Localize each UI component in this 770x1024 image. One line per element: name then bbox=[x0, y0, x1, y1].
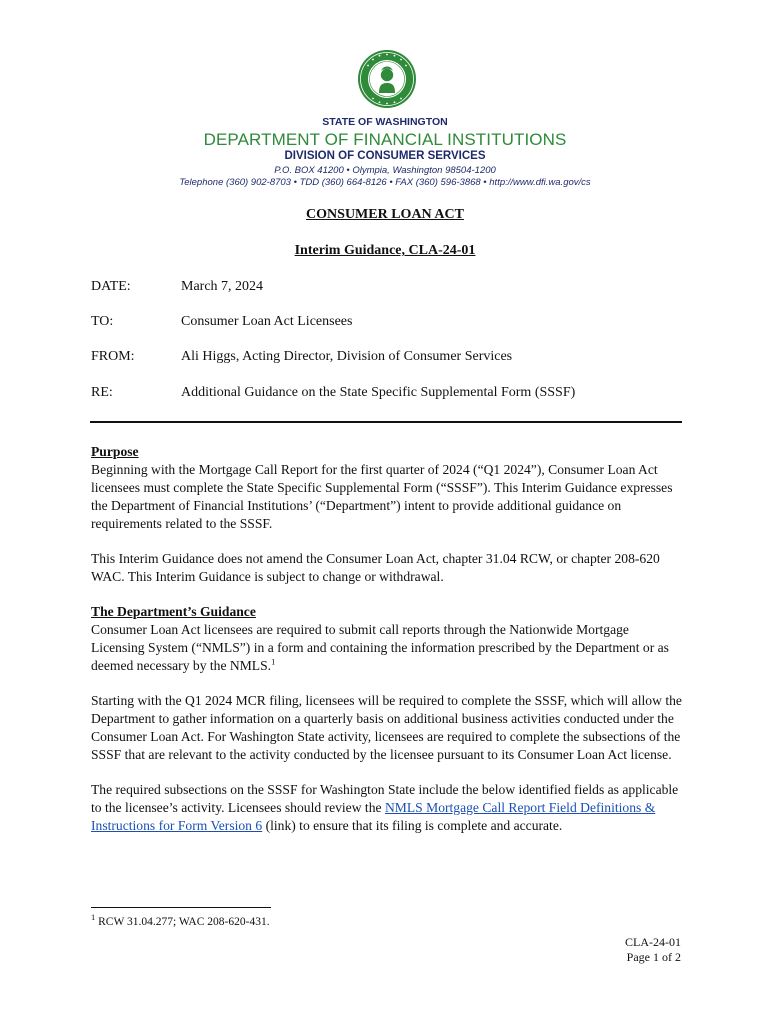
guidance-paragraph-3-tail: (link) to ensure that its filing is complete and accurate. bbox=[262, 818, 563, 833]
to-value: Consumer Loan Act Licensees bbox=[181, 314, 353, 329]
footnote-divider bbox=[91, 907, 271, 908]
date-value: March 7, 2024 bbox=[181, 279, 264, 294]
footnote-number: 1 bbox=[91, 912, 96, 923]
division-name: DIVISION OF CONSUMER SERVICES bbox=[284, 150, 486, 162]
guidance-heading: The Department’s Guidance bbox=[91, 604, 256, 619]
guidance-paragraph-3 bbox=[91, 781, 683, 835]
purpose-section bbox=[91, 443, 683, 586]
nmls-field-definitions-link[interactable]: NMLS Mortgage Call Report Field Definitions & Instructions for Form Version 6 bbox=[91, 800, 656, 833]
washington-state-seal-icon bbox=[357, 49, 417, 109]
from-label: FROM: bbox=[91, 349, 135, 364]
purpose-paragraph-1: Beginning with the Mortgage Call Report for the first quarter of 2024 (“Q1 2024”), Consumer Loan Act licensees must complete the State Specific Supplemental Form (“SSSF”). This Interim Guidance expresses the Department of Financial Institutions’ (“Department”) intent to provide additional guidance on requirements related to the SSSF. bbox=[91, 462, 673, 531]
mailing-address: P.O. BOX 41200 • Olympia, Washington 98504-1200 bbox=[274, 165, 496, 176]
guidance-paragraph-1 bbox=[91, 621, 683, 675]
guidance-paragraph-2: Starting with the Q1 2024 MCR filing, licensees will be required to complete the SSSF, which will allow the Department to gather information on a quarterly basis on additional business activities conducted under the Consumer Loan Act. For Washington State activity, licensees are required to complete the subsections of the SSSF that are relevant to the activity conducted by the licensee pursuant to its Consumer Loan Act license. bbox=[91, 693, 682, 762]
state-name: STATE OF WASHINGTON bbox=[322, 116, 448, 128]
date-label: DATE: bbox=[91, 279, 131, 294]
department-name: DEPARTMENT OF FINANCIAL INSTITUTIONS bbox=[203, 130, 567, 149]
memo-divider bbox=[90, 421, 682, 423]
footnote-reference[interactable]: 1 bbox=[271, 656, 276, 667]
footnote-text: RCW 31.04.277; WAC 208-620-431. bbox=[95, 916, 270, 928]
document-title: CONSUMER LOAN ACT bbox=[306, 207, 464, 222]
footnote bbox=[91, 912, 270, 928]
footer-document-id: CLA-24-01 bbox=[625, 935, 681, 949]
footer-page-number: Page 1 of 2 bbox=[626, 950, 681, 964]
from-value: Ali Higgs, Acting Director, Division of Consumer Services bbox=[181, 349, 513, 364]
purpose-heading: Purpose bbox=[91, 444, 139, 459]
guidance-paragraph-3-lead: The required subsections on the SSSF for Washington State include the below identified fields as applicable to the licensee’s activity. Licensees should review the bbox=[91, 782, 679, 815]
guidance-section bbox=[91, 603, 683, 835]
contact-line: Telephone (360) 902-8703 • TDD (360) 664-8126 • FAX (360) 596-3868 • http://www.dfi.wa.gov/cs bbox=[179, 177, 591, 188]
to-label: TO: bbox=[91, 314, 114, 329]
guidance-paragraph-1-text: Consumer Loan Act licensees are required to submit call reports through the Nationwide Mortgage Licensing System (“NMLS”) in a form and containing the information prescribed by the Department or as deemed necessary by the NMLS. bbox=[91, 622, 669, 673]
purpose-paragraph-2: This Interim Guidance does not amend the Consumer Loan Act, chapter 31.04 RCW, or chapter 208-620 WAC. This Interim Guidance is subject to change or withdrawal. bbox=[91, 551, 660, 584]
document-subtitle: Interim Guidance, CLA-24-01 bbox=[294, 243, 476, 258]
re-label: RE: bbox=[91, 385, 113, 400]
re-value: Additional Guidance on the State Specific Supplemental Form (SSSF) bbox=[181, 385, 576, 400]
